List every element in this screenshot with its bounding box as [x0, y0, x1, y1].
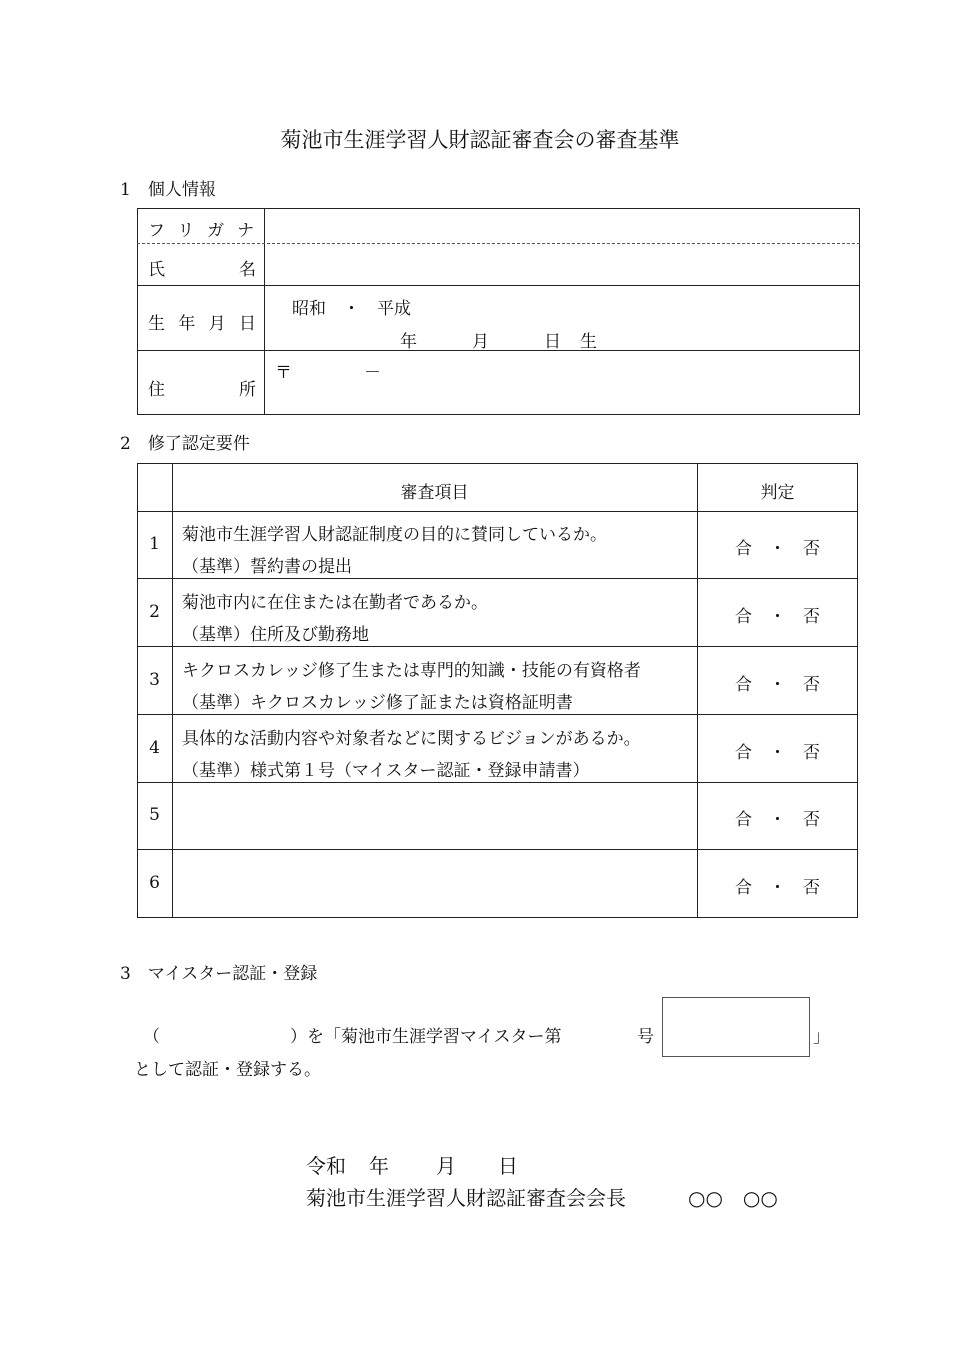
- number-box[interactable]: [662, 997, 810, 1057]
- row-criteria: （基準）キクロスカレッジ修了証または資格証明書: [182, 693, 573, 713]
- row-criteria: （基準）住所及び勤務地: [182, 625, 369, 645]
- name-label: 氏名: [148, 260, 256, 280]
- postal-dash: －: [364, 363, 381, 383]
- birth-year-unit: 年: [400, 332, 417, 352]
- row-item: 菊池市生涯学習人財認証制度の目的に賛同しているか。: [182, 525, 607, 545]
- birth-era-options: 昭和 ・ 平成: [292, 299, 411, 319]
- row-judge: 合 ・ 否: [735, 607, 820, 627]
- row-number: 3: [149, 670, 160, 690]
- column-header-judge: 判定: [760, 483, 795, 503]
- row-judge: 合 ・ 否: [735, 539, 820, 559]
- row-judge: 合 ・ 否: [735, 810, 820, 830]
- recipient-open-paren: （: [143, 1027, 160, 1047]
- row-criteria: （基準）誓約書の提出: [182, 557, 352, 577]
- row-item: 具体的な活動内容や対象者などに関するビジョンがあるか。: [182, 729, 641, 749]
- row-number: 2: [149, 602, 160, 622]
- row-number: 5: [149, 805, 160, 825]
- chair-name: ○○ ○○: [688, 1186, 778, 1210]
- close-quote: 」: [813, 1027, 830, 1047]
- row-judge: 合 ・ 否: [735, 878, 820, 898]
- row-number: 4: [149, 738, 160, 758]
- row-item: キクロスカレッジ修了生または専門的知識・技能の有資格者: [182, 661, 641, 681]
- certification-text-line2: として認証・登録する。: [134, 1060, 321, 1080]
- row-judge: 合 ・ 否: [735, 675, 820, 695]
- birth-sei-unit: 生: [580, 332, 597, 352]
- document-title: 菊池市生涯学習人財認証審査会の審査基準: [280, 128, 680, 152]
- birthdate-label: 生年月日: [148, 314, 256, 334]
- date-era: 令和: [306, 1154, 346, 1178]
- postal-mark: 〒: [275, 363, 292, 383]
- section2-heading: 2 修了認定要件: [120, 434, 250, 454]
- section1-heading: 1 個人情報: [120, 180, 216, 200]
- certification-text: ）を「菊池市生涯学習マイスター第: [290, 1027, 562, 1047]
- row-number: 1: [149, 534, 160, 554]
- row-number: 6: [149, 873, 160, 893]
- chair-title: 菊池市生涯学習人財認証審査会会長: [306, 1186, 626, 1210]
- row-item: 菊池市内に在住または在勤者であるか。: [182, 593, 488, 613]
- date-month-unit: 月: [436, 1154, 456, 1178]
- column-header-item: 審査項目: [400, 483, 469, 503]
- date-day-unit: 日: [498, 1154, 518, 1178]
- row-judge: 合 ・ 否: [735, 743, 820, 763]
- furigana-dashed-line: [137, 243, 860, 244]
- row-criteria: （基準）様式第１号（マイスター認証・登録申請書）: [182, 761, 590, 781]
- address-label: 住所: [148, 380, 256, 400]
- birth-day-unit: 日: [544, 332, 561, 352]
- birth-month-unit: 月: [472, 332, 489, 352]
- date-year-unit: 年: [369, 1154, 389, 1178]
- furigana-label: フリガナ: [148, 221, 268, 241]
- section3-heading: 3 マイスター認証・登録: [120, 964, 318, 984]
- number-unit: 号: [637, 1027, 654, 1047]
